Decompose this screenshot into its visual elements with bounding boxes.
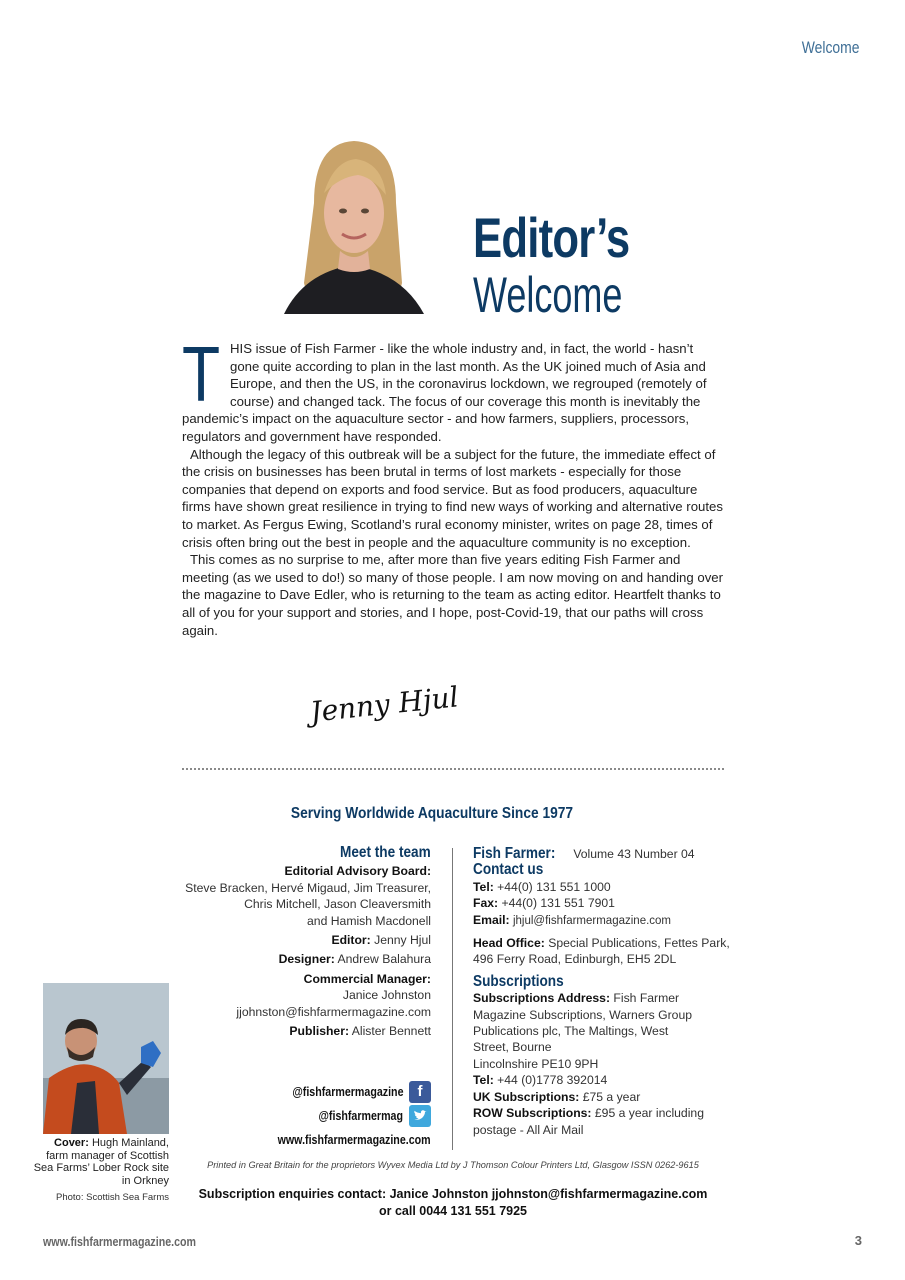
paragraph-2: Although the legacy of this outbreak will be a subject for the future, the immediate effect of the crisis on businesses has been brutal in terms of lost markets - especially for those companies that depend on exports and food service. But as food producers, aquaculture firms have shown great resilience in trying to find new ways of working and alternative routes to market. As Fergus Ewing, Scotland’s rural economy minister, writes on page 28, times of crisis often bring out the best in people and the aquaculture community is no exception. [182,446,723,550]
contact-panel [473,846,733,1138]
footer-url[interactable]: www.fishfarmermagazine.com [43,1234,197,1249]
subscription-enquiries [182,1186,724,1220]
commercial-email[interactable]: jjohnston@fishfarmermagazine.com [236,1004,431,1019]
facebook-handle[interactable]: @fishfarmermagazine [291,1084,403,1099]
office-address-2: 496 Ferry Road, Edinburgh, EH5 2DL [473,952,677,967]
title-welcome: Welcome [473,267,623,323]
uk-subs-label: UK Subscriptions: [473,1089,580,1104]
row-subs-price-2: postage - All Air Mail [473,1122,584,1137]
tel-number: +44(0) 131 551 1000 [497,879,611,894]
subs-address-label: Subscriptions Address: [473,991,611,1006]
fax-number: +44(0) 131 551 7901 [501,896,615,911]
section-label: Welcome [802,38,860,57]
subs-address-3: Publications plc, The Maltings, West [473,1024,669,1039]
cover-caption [30,1137,169,1187]
cover-text: Hugh Mainland, farm manager of Scottish Sea Farms’ Lober Rock site in Orkney [33,1137,169,1187]
fax-label: Fax: [473,896,499,911]
subs-address-1: Fish Farmer [613,991,680,1006]
subs-tel: +44 (0)1778 392014 [497,1073,608,1088]
tel-label: Tel: [473,879,494,894]
row-subs-price-1: £95 a year including [594,1106,704,1121]
email-address[interactable]: jhjul@fishfarmermagazine.com [512,914,672,927]
enquiries-line-1: Subscription enquiries contact: Janice Johnston jjohnston@fishfarmermagazine.com [198,1187,708,1201]
twitter-icon[interactable] [409,1105,431,1127]
team-panel [160,845,431,1039]
social-links [250,1080,431,1152]
commercial-label: Commercial Manager: [303,971,431,986]
enquiries-line-2: or call 0044 131 551 7925 [378,1204,528,1218]
editor-name: Jenny Hjul [374,933,431,948]
commercial-name: Janice Johnston [342,988,431,1003]
editorial-text [182,330,724,639]
cover-label: Cover: [54,1137,89,1149]
editor-portrait [274,133,432,314]
subs-address-5: Lincolnshire PE10 9PH [473,1056,599,1071]
printed-notice: Printed in Great Britain for the proprietors Wyvex Media Ltd by J Thomson Colour Printers Ltd, Glasgow ISSN 0262-9615 [207,1160,699,1170]
page-number: 3 [854,1233,862,1248]
magazine-label: Fish Farmer: [473,845,556,862]
volume-number: Volume 43 Number 04 [573,847,695,861]
office-address-1: Special Publications, Fettes Park, [548,936,730,951]
column-divider [452,848,453,1150]
office-label: Head Office: [473,936,545,951]
contact-heading: Contact us [473,861,544,879]
editor-label: Editor: [331,933,371,948]
advisory-names-1: Steve Bracken, Hervé Migaud, Jim Treasurer, [185,880,431,895]
dotted-divider [182,768,724,770]
advisory-label: Editorial Advisory Board: [284,864,431,879]
cover-credit: Photo: Scottish Sea Farms [56,1192,169,1203]
advisory-names-2: Chris Mitchell, Jason Cleaversmith [244,897,431,912]
website-link[interactable]: www.fishfarmermagazine.com [277,1132,431,1147]
designer-label: Designer: [278,952,335,967]
subs-address-2: Magazine Subscriptions, Warners Group [473,1007,693,1022]
facebook-icon[interactable]: f [409,1081,431,1103]
designer-name: Andrew Balahura [337,952,431,967]
email-label: Email: [473,912,510,927]
paragraph-3: This comes as no surprise to me, after more than five years editing Fish Farmer and meeting (as we used to do!) so many of those people. I am now moving on and handing over the magazine to Dave Edler, who is returning to the team as acting editor. Heartfelt thanks to all of you for your support and stories, and I hope, post-Covid-19, that our paths will cross again. [182,552,724,638]
uk-subs-price: £75 a year [582,1089,641,1104]
cover-photo [43,983,169,1134]
publisher-name: Alister Bennett [351,1024,431,1039]
advisory-names-3: and Hamish Macdonell [307,913,431,928]
team-heading: Meet the team [340,844,431,861]
subs-address-4: Street, Bourne [473,1040,552,1055]
publisher-label: Publisher: [289,1024,350,1039]
title-editors: Editor’s [473,206,630,269]
serving-tagline: Serving Worldwide Aquaculture Since 1977 [290,805,574,822]
paragraph-1: HIS issue of Fish Farmer - like the whole industry and, in fact, the world - hasn’t gone quite according to plan in the last month. As the UK joined much of Asia and Europe, and then the US, in the coronavirus lockdown, we regrouped (remotely of course) and changed tack. The focus of our coverage this month is inevitably the pandemic’s impact on the aquaculture sector - and how farmers, suppliers, processors, regulators and government have responded. [182,341,707,444]
editor-signature: Jenny Hjul [308,680,460,729]
twitter-handle[interactable]: @fishfarmermag [318,1108,403,1123]
subs-tel-label: Tel: [473,1073,494,1088]
drop-cap: T [182,330,221,418]
row-subs-label: ROW Subscriptions: [473,1106,592,1121]
subscriptions-heading: Subscriptions [473,972,564,990]
